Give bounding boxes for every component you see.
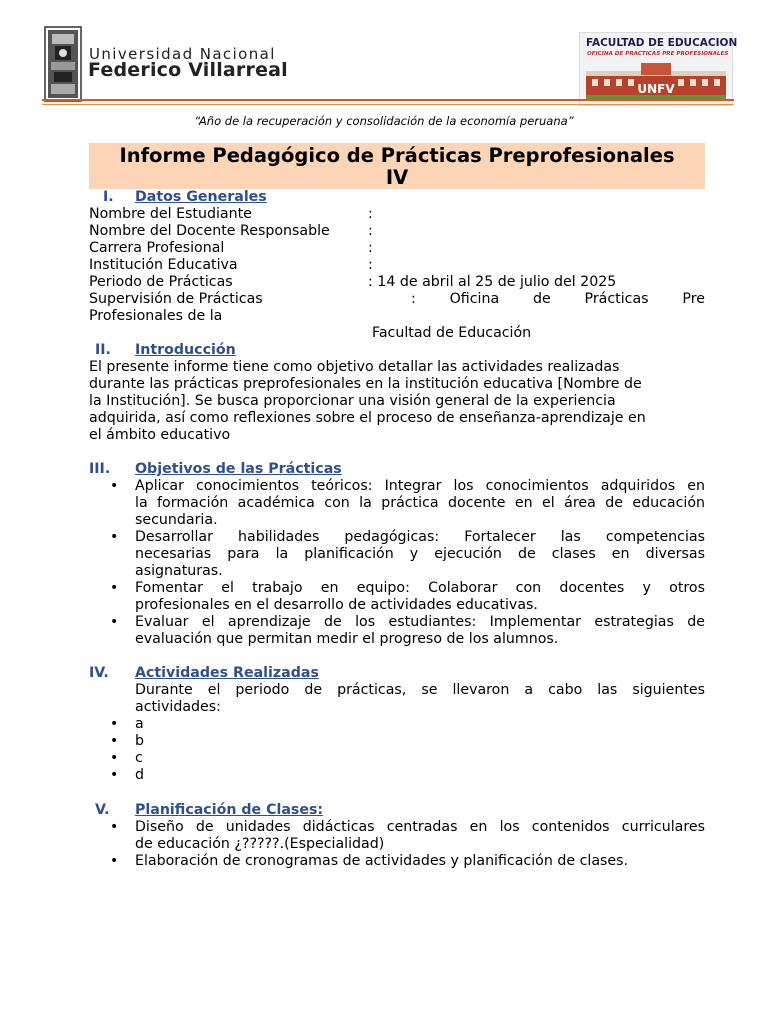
bullet-icon: • xyxy=(110,614,119,630)
report-title-line2: IV xyxy=(385,166,409,189)
bullet-icon: • xyxy=(110,529,119,545)
intro-line: durante las prácticas preprofesionales en la institución educativa [Nombre de xyxy=(89,376,642,392)
intro-line: adquirida, así como reflexiones sobre el proceso de enseñanza-aprendizaje en xyxy=(89,410,646,426)
faculty-building-icon xyxy=(586,61,726,101)
field-value-institution: : xyxy=(368,257,373,273)
planning-item: Elaboración de cronogramas de actividades y planificación de clases. xyxy=(135,853,629,869)
section-3-title: Objetivos de las Prácticas xyxy=(135,461,342,477)
section-2-number: II. xyxy=(95,342,111,358)
report-title-box xyxy=(89,143,705,189)
activity-item: a xyxy=(135,716,144,732)
section-3-number: III. xyxy=(89,461,111,477)
activity-item: c xyxy=(135,750,143,766)
field-value-teacher: : xyxy=(368,223,373,239)
university-name-line1: Universidad Nacional xyxy=(89,45,276,63)
bullet-icon: • xyxy=(110,478,119,494)
activity-item: d xyxy=(135,767,145,783)
intro-line: la Institución]. Se busca proporcionar una visión general de la experiencia xyxy=(89,393,616,409)
intro-line: el ámbito educativo xyxy=(89,427,231,443)
section-2-title: Introducción xyxy=(135,342,236,358)
activities-intro: Durante el periodo de prácticas, se llevaron a cabo las siguientes actividades: xyxy=(135,682,705,715)
university-seal-icon xyxy=(44,26,82,102)
bullet-icon: • xyxy=(110,750,119,766)
section-5-number: V. xyxy=(95,802,110,818)
section-5-title: Planificación de Clases: xyxy=(135,802,324,818)
bullet-icon: • xyxy=(110,716,119,732)
field-label-supervision: Supervisión de Prácticas xyxy=(89,291,263,307)
field-value-supervision-cont: Profesionales de la xyxy=(89,308,223,324)
bullet-icon: • xyxy=(110,853,119,869)
section-4-number: IV. xyxy=(89,665,109,681)
field-value-supervision-cont2: Facultad de Educación xyxy=(372,325,532,341)
field-value-career: : xyxy=(368,240,373,256)
intro-line: El presente informe tiene como objetivo detallar las actividades realizadas xyxy=(89,359,620,375)
field-label-period: Periodo de Prácticas xyxy=(89,274,233,290)
faculty-logo-mark: UNFV xyxy=(637,82,675,96)
field-label-career: Carrera Profesional xyxy=(89,240,225,256)
field-value-student: : xyxy=(368,206,373,222)
document-header xyxy=(42,26,738,108)
bullet-icon: • xyxy=(110,819,119,835)
section-1-number: I. xyxy=(103,189,114,205)
header-rule-thin xyxy=(42,104,734,105)
faculty-logo-title: FACULTAD DE EDUCACION xyxy=(586,37,738,49)
section-1-title: Datos Generales xyxy=(135,189,267,205)
faculty-logo-subtitle: OFICINA DE PRACTICAS PRE PROFESIONALES xyxy=(587,51,729,57)
bullet-icon: • xyxy=(110,580,119,596)
objective-item: Desarrollar habilidades pedagógicas: Fortalecer las competencias necesarias para la planificación y ejecución de clases en diversas asignaturas. xyxy=(135,529,705,579)
activity-item: b xyxy=(135,733,145,749)
planning-item: Diseño de unidades didácticas centradas en los contenidos curriculares de educación ¿?????.(Especialidad) xyxy=(135,819,705,852)
faculty-logo xyxy=(579,32,738,106)
field-label-teacher: Nombre del Docente Responsable xyxy=(89,223,330,239)
field-label-institution: Institución Educativa xyxy=(89,257,238,273)
field-label-student: Nombre del Estudiante xyxy=(89,206,252,222)
report-title-line1: Informe Pedagógico de Prácticas Preprofesionales xyxy=(119,144,675,167)
field-value-period: : 14 de abril al 25 de julio del 2025 xyxy=(368,274,617,290)
objective-item: Fomentar el trabajo en equipo: Colaborar con docentes y otros profesionales en el desarrollo de actividades educativas. xyxy=(135,580,705,613)
university-name-line2: Federico Villarreal xyxy=(88,59,288,81)
objective-item: Aplicar conocimientos teóricos: Integrar los conocimientos adquiridos en la formación académica con la práctica docente en el área de educación secundaria. xyxy=(135,478,705,528)
year-motto: “Año de la recuperación y consolidación de la economía peruana” xyxy=(194,114,574,128)
bullet-icon: • xyxy=(110,733,119,749)
report-title xyxy=(89,145,705,189)
introduction-paragraph xyxy=(89,359,705,444)
header-rule xyxy=(42,99,734,101)
section-4-title: Actividades Realizadas xyxy=(135,665,319,681)
objective-item: Evaluar el aprendizaje de los estudiantes: Implementar estrategias de evaluación que permitan medir el progreso de los alumnos. xyxy=(135,614,705,647)
bullet-icon: • xyxy=(110,767,119,783)
field-value-supervision: : Oficina de Prácticas Pre xyxy=(411,291,705,307)
